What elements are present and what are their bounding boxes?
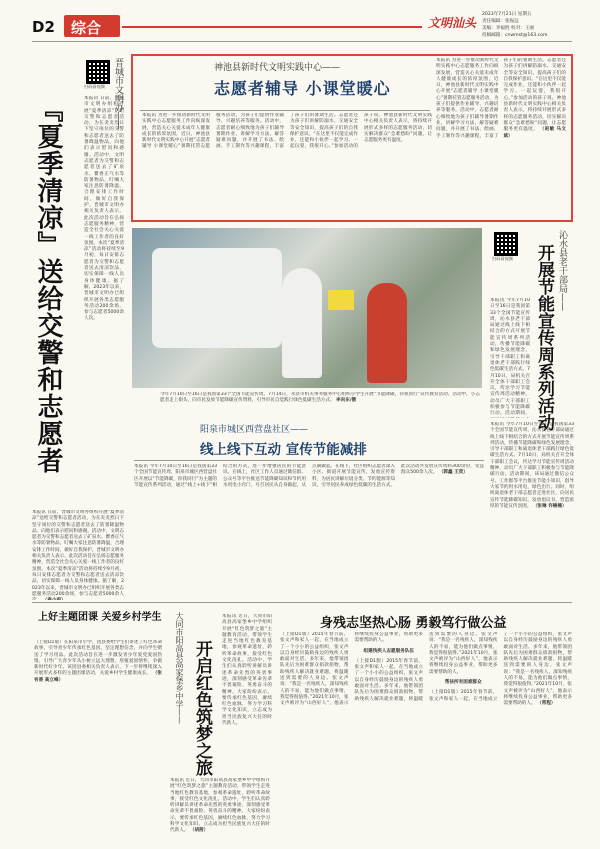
header-email: 投稿邮箱：cnwmst@163.com <box>482 33 548 38</box>
right-story-body-bottom: 本报讯 今年7月10日至16日是我国第33个全国节能宣传周，沁水县老干部局通过线上线下相结合的方式开展节能宣传周系列活动，传播节能降碳和绿色发展理念，引导干部职工和离退休老干部践行绿色低碳生活方式。7月10日，局机关召开全体干部职工会议，传达学习节能宣传周活动精神，动员广大干部职工积极参与节能降碳行动。活动期间，该局通过微信公众号、工作群等平台推送节能小知识，倡导大家节约用水用电，绿色出行。同时，组织离退休老干部志愿者走进社区，向居民宣传节能降碳知识，发放倡议书，营造浓厚的节能宣传氛围。 （张琳 许楠楠） <box>490 422 574 509</box>
bottom-mid-body-top: 本报讯 近日，大同市阳高县高家堡乡中学组织开展“红色筑梦之旅”主题教育活动，带领学生走进当地红色教育基地，参观革命遗址，聆听革命故事，接受红色文化洗礼。活动中，学生们认真聆听讲解员讲述革命先烈的英勇事迹，深刻感受革命先辈不畏艰险、英勇奋斗的精神。大家纷纷表示，要传承红色基因，赓续红色血脉，努力学习科学文化知识，立志成为担当民族复兴大任的时代新人。 <box>222 614 272 727</box>
bottom-left-title: 上好主题团课 关爱乡村学生 <box>38 612 162 623</box>
top-story-body: 本报讯 为进一步推动新时代文明实践中心志愿服务工作向纵深发展，营造关心关爱未成年人健康成长的浓厚氛围，近日，神池县新时代文明实践中心开展“志愿者辅导 小课堂暖心”暑期托管志愿服务活动，为孩子们提供作业辅导、兴趣培养等服务。活动中，志愿者耐心细致地为孩子们辅导暑期作业，讲解学习方法，解答疑难问题，并开展了书法、绘画、手工制作等兴趣课程，丰富了孩子们的暑期生活。志愿者还为孩子们讲解防溺水、交通安全等安全知识，提高孩子们的自我保护意识。“在这里不仅能完成作业，还能和小伙伴一起学习、一起玩耍，我很开心。”参加活动的孩子说。神池县新时代文明实践中心相关负责人表示，将持续开展形式多样的志愿服务活动，切实解决群众“急难愁盼”问题，让志愿服务更有温度。 <box>142 113 432 150</box>
page-header <box>0 0 600 40</box>
bottom-mid-title: 开启红色筑梦之旅 <box>192 640 212 776</box>
top-story-body-right: 本报讯 为进一步推动新时代文明实践中心志愿服务工作向纵深发展，营造关心关爱未成年人健康成长的浓厚氛围，近日，神池县新时代文明实践中心开展“志愿者辅导 小课堂暖心”暑期托管志愿服务活动，为孩子们提供作业辅导、兴趣培养等服务。活动中，志愿者耐心细致地为孩子们辅导暑期作业，讲解学习方法，解答疑难问题，并开展了书法、绘画、手工制作等兴趣课程，丰富了孩子们的暑期生活。志愿者还为孩子们讲解防溺水、交通安全等安全知识，提高孩子们的自我保护意识。“在这里不仅能完成作业，还能和小伙伴一起学习、一起玩耍，我很开心。”参加活动的孩子说。神池县新时代文明实践中心相关负责人表示，将持续开展形式多样的志愿服务活动，切实解决群众“急难愁盼”问题，让志愿服务更有温度。 （赵敏 马文斌） <box>436 58 566 139</box>
mid-story-kicker: 阳泉市城区西营盘社区—— <box>200 425 309 435</box>
bottom-right-title: 身残志坚热心肠 勇毅笃行做公益 <box>320 616 507 631</box>
page-code: D2 <box>32 18 55 36</box>
photo-person-2 <box>367 283 407 383</box>
header-editor: 责任编辑：张振远 <box>482 19 519 24</box>
photo-flyer <box>328 290 354 310</box>
left-story-body-bottom: 本报讯 日前，晋城市文明办组织开展“夏季清凉”送给交警和志愿者活动，为在炎炎烈日下坚守岗位的交警和志愿者送去了防暑降温物品，向他们表示慰问和感谢。活动中，文明志愿者为交警和志愿者送去了矿泉水、藿香正气水等防暑物品，叮嘱大家注意防暑降温，合理安排工作时间，做好自我保护。晋城市文明办相关负责人表示，此次活动旨在弘扬志愿服务精神，营造全社会关心关爱一线工作者的良好氛围。本次“夏季清凉”活动将持续至9月初，每日安排志愿者为交警和志愿者送去清凉饮品，切实保障一线人员身体健康。据了解，2023年以来，晋城市文明办已组织开展各类志愿服务活动200余场，参与志愿者5000余人 <box>32 510 124 597</box>
header-designer: 美编：李福胜 校对：王丽 <box>482 26 535 31</box>
right-story-body: 本报讯 今年7月10日至16日是我国第33个全国节能宣传周，沁水县老干部局通过线上线下相结合的方式开展节能宣传周系列活动，传播节能降碳和绿色发展理念，引导干部职工和离退休老干部践行绿色低碳生活方式。7月10日，局机关召开全体干部职工会议，传达学习节能宣传周活动精神，动员广大干部职工积极参与节能降碳行动。活动期间， <box>490 298 530 417</box>
left-story-body: 本报讯 日前，晋城市文明办组织开展“夏季清凉”送给交警和志愿者活动，为在炎炎烈日下坚守岗位的交警和志愿者送去了防暑降温物品，向他们表示慰问和感谢。活动中，文明志愿者为交警和志愿者送去了矿泉水、藿香正气水等防暑物品，叮嘱大家注意防暑降温，合理安排工作时间，做好自我保护。晋城市文明办相关负责人表示，此次活动旨在弘扬志愿服务精神，营造全社会关心关爱一线工作者的良好氛围。本次“夏季清凉”活动将持续至9月初，每日安排志愿者为交警和志愿者送去清凉饮品，切实保障一线人员身体健康。据了解，2023年以来，晋城市文明办已组织开展各类志愿服务活动200余场，参与志愿者5000余人次。 <box>84 96 124 322</box>
mid-title-rule <box>134 460 484 461</box>
right-kicker: 沁水县老干部局—— <box>557 230 567 311</box>
top-story-title: 志愿者辅导 小课堂暖心 <box>214 79 391 98</box>
left-title: 『夏季清凉』送给交警和志愿者 <box>33 96 63 474</box>
bottom-left-body: （上接D1版）在阳泉市小学，团县委给学生们讲述了红色革命故事，引导青少年传承红色基因、坚定理想信念，并向学生赠送了学习用品。此次活动旨在进一步激发青少年爱党爱国热情，引导广大青少年从小树立远大理想，厚植爱国情怀，争做新时代好少年。该团县委相关负责人表示，下一步将继续深入开展形式多样的主题团课活动，关爱乡村学生健康成长。 （张有善 高立峰） <box>34 640 162 683</box>
header-bar <box>122 26 422 28</box>
photo-caption: 今年7月10日至16日是我国第33个全国节能宣传周。7月14日，永济市机关事务服务中心组织小学生开展“节能降碳，你我同行”宣传教育活动。活动中，小志愿者走上街头，向市民发放节能降碳宣传资料，引导市民自觉践行绿色低碳生活方式。 李向东/摄 <box>160 392 480 404</box>
left-kicker: 晋城市文明办—— <box>113 58 123 130</box>
mid-story-title: 线上线下互动 宣传节能减排 <box>200 442 367 458</box>
top-story-kicker: 神池县新时代文明实践中心—— <box>214 63 341 73</box>
bottom-mid-kicker: 大同市阳高县高家堡乡中学—— <box>175 612 184 724</box>
left-qr-caption: 扫码看视频 <box>84 84 105 89</box>
bottom-mid-body: 本报讯 近日，大同市阳高县高家堡乡中学组织开展“红色筑梦之旅”主题教育活动，带领学生走进当地红色教育基地，参观革命遗址，聆听革命故事，接受红色文化洗礼。活动中，学生们认真聆听讲解员讲述革命先烈的英勇事迹，深刻感受革命先辈不畏艰险、英勇奋斗的精神。大家纷纷表示，要传承红色基因，赓续红色血脉，努力学习科学文化知识，立志成为担当民族复兴大任的时代新人。 （胡茜） <box>170 778 270 834</box>
news-photo <box>132 228 482 388</box>
section-badge <box>64 15 120 37</box>
masthead-logo: 文明汕头 <box>428 16 477 30</box>
bottom-right-body: （上接D1版）2015年春节前，张文声和家人一起，在当地成立了一个小小的公益组织，张文声以自身经历鼓励身边的残疾人勇敢面对生活。多年来，他带领团队先后为困难群众捐款捐物，帮助残疾人解决就业难题，将温暖送到需要的人身边。张文声说：“我是一名残疾人，深知残疾人的不易，能为他们做点事情，我觉得很值得。”2021年10月，张文声被评为“山西好人”，他表示将继续投身公益事业，帮助更多需要帮助的人。 组建残疾人志愿服务队伍 （上接D1版）2015年春节前，张文声和家人一起，在当地成立了一个小小的公益组织，张文声以自身经历鼓励身边的残疾人勇敢面对生活。多年来，他带领团队先后为困难群众捐款捐物，帮助残疾人解决就业难题，将温暖送到需要的人身边。张文声说：“我是一名残疾人，深知残疾人的不易，能为他们做点事情，我觉得很值得。”2021年10月，张文声被评为“山西好人”，他表示将继续投身公益事业，帮助更多需要帮助的人。 帮扶所有困难群众 （上接D1版）2015年春节前，张文声和家人一起，在当地成立了一个小小的公益组织，张文声以自身经历鼓励身边的残疾人勇敢面对生活。多年来，他带领团队先后为困难群众捐款捐物，帮助残疾人解决就业难题，将温暖送到需要的人身边。张文声说：“我是一名残疾人，深知残疾人的不易，能为他们做点事情，我觉得很值得。”2021年10月，张文声被评为“山西好人”，他表示将继续投身公益事业，帮助更多需要帮助的人。 （常程） <box>280 632 572 707</box>
section-name: 综合 <box>71 19 102 37</box>
right-qr-code[interactable] <box>494 232 518 256</box>
mid-story-body: 本报讯 今年7月10日至16日是我国第33个全国节能宣传周，阳泉市城区西营盘社区开展以“节能降碳，你我同行”为主题的节能宣传系列活动，通过“线上+线下”相结合的方式，进一步增强居民的节能意识。在线上，社区工作人员通过微信群、公众号等平台推送节能降碳知识和节约用水用电小窍门，号召居民从自身做起，从点滴做起。在线下，社区组织志愿者深入小区、街道开展节能宣传，发放宣传资料，为居民讲解垃圾分类、节约能源等知识，引导居民养成绿色低碳的生活方式。此次活动共发放宣传资料300余份，受益群众500余人次。 （郭鑫 王奕） <box>134 464 484 488</box>
section-divider <box>32 602 572 603</box>
photo-person-1 <box>282 268 322 378</box>
photo-car <box>152 248 282 348</box>
header-date: 2023年7月21日 星期五 <box>482 12 532 17</box>
left-qr-code[interactable] <box>86 60 110 84</box>
header-rule <box>32 41 572 42</box>
right-qr-caption: 扫码看视频 <box>492 256 513 261</box>
subheading-2: 帮扶所有困难群众 <box>444 680 482 686</box>
right-title: 开展节能宣传周系列活动 <box>534 244 554 431</box>
subheading-1: 组建残疾人志愿服务队伍 <box>363 648 415 654</box>
top-title-rule <box>140 110 430 111</box>
